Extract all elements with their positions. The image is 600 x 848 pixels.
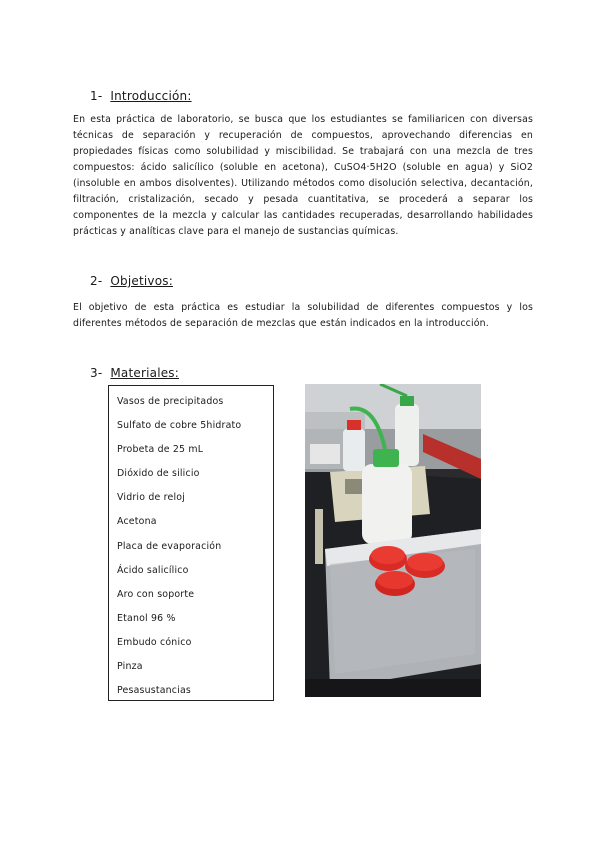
intro-number: 1- <box>90 89 103 103</box>
lab-photo-illustration <box>305 384 481 697</box>
material-item: Pinza <box>117 661 143 673</box>
material-item: Acetona <box>117 516 157 528</box>
objectives-number: 2- <box>90 274 103 288</box>
material-item: Probeta de 25 mL <box>117 444 204 456</box>
objectives-heading <box>90 274 173 288</box>
materials-list <box>117 390 273 703</box>
materials-title: Materiales: <box>110 366 180 380</box>
material-item: Sulfato de cobre 5hidrato <box>117 420 242 432</box>
objectives-paragraph: El objetivo de esta práctica es estudiar la solubilidad de diferentes compuestos y los diferentes métodos de separación de mezclas que están indicados en la introducción. <box>73 302 533 329</box>
intro-paragraph: En esta práctica de laboratorio, se busca que los estudiantes se familiaricen con diversas técnicas de separación y recuperación de compuestos, aprovechando diferencias en propiedades físicas como solubilidad y miscibilidad. Se trabajará con una mezcla de tres compuestos: ácido salicílico (soluble en acetona), CuSO4·5H2O (soluble en agua) y SiO2 (insoluble en ambos disolventes). Utilizando métodos como disolución selectiva, decantación, filtración, cristalización, secado y pesada cuantitativa, se procederá a separar los componentes de la mezcla y calcular las cantidades recuperadas, desarrollando habilidades prácticas y analíticas clave para el manejo de sustancias químicas. <box>73 114 533 237</box>
materials-heading <box>90 366 179 380</box>
objectives-title: Objetivos: <box>110 274 173 288</box>
material-item: Etanol 96 % <box>117 612 176 624</box>
material-item: Ácido salicílico <box>117 564 189 576</box>
material-item: Vasos de precipitados <box>117 396 224 407</box>
intro-title: Introducción: <box>110 89 192 103</box>
material-item: Vidrio de reloj <box>117 492 185 504</box>
materials-table <box>108 385 274 701</box>
material-item: Embudo cónico <box>117 636 192 648</box>
lab-photo <box>305 384 481 697</box>
materials-number: 3- <box>90 366 103 380</box>
intro-heading <box>90 89 192 103</box>
material-item: Pesasustancias <box>117 685 191 697</box>
material-item: Placa de evaporación <box>117 540 222 552</box>
material-item: Aro con soporte <box>117 588 195 600</box>
material-item: Dióxido de silicio <box>117 468 200 480</box>
